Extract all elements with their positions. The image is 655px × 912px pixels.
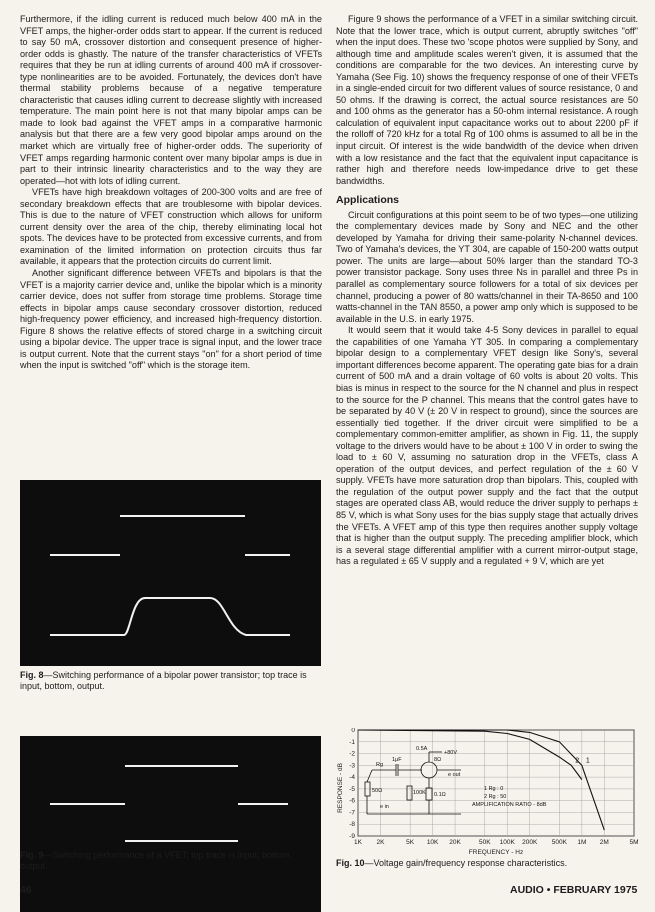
output-trace xyxy=(50,598,290,635)
body-paragraph: Circuit configurations at this point seem to be of two types—one utilizing the complementary devices made by Sony and NEC and the other developed by Yamaha for driving their same-polarity N-channel devices. Two of Yamaha's devices, the YT 304, are capable of 150-200 watts output power. The units are large—about 50% larger than the standard TO-3 power transistor package. Sony uses three Ns in parallel and three Ps in parallel as complementary source followers for a total of six devices per channel, producing a power of 80 watts/channel in their TA-8650 and 100 watts-channel in the TAN 8550, a power amp only which is supposed to be available in the U.S. in early 1975. xyxy=(336,209,638,324)
legend-entry: AMPLIFICATION RATIO - 8dB xyxy=(472,802,547,808)
x-tick-label: 2M xyxy=(599,839,609,846)
x-tick-label: 1K xyxy=(354,839,362,846)
left-column xyxy=(20,14,322,372)
y-tick-label: -1 xyxy=(349,738,355,746)
y-tick-label: -2 xyxy=(349,750,355,758)
x-tick-label: 500K xyxy=(551,839,567,846)
fig9-traces xyxy=(20,736,321,846)
fig10-caption-label: Fig. 10 xyxy=(336,858,365,868)
fig10-chart xyxy=(336,728,638,856)
x-tick-label: 200K xyxy=(522,839,538,846)
y-tick-label: -3 xyxy=(349,762,355,770)
x-tick-label: 50K xyxy=(478,839,491,846)
circuit-drain-label: 8Ω xyxy=(434,757,442,763)
x-tick-label: 5M xyxy=(629,839,638,846)
y-tick-label: -7 xyxy=(349,809,355,817)
page-number: 46 xyxy=(20,884,32,896)
y-tick-label: -8 xyxy=(349,821,355,829)
y-tick-label: 0 xyxy=(351,728,355,734)
circuit-eout-label: e out xyxy=(448,772,461,778)
series-2-line xyxy=(358,730,582,780)
fig8-scope-photo xyxy=(20,480,321,666)
body-paragraph: Figure 9 shows the performance of a VFET in a similar switching circuit. Note that the lower trace, which is output current, abruptly switches "off" when the input does. These two 'scope photos were supplied by Sony, and although time and amplitude scales weren't given, it is assumed that the conditions are comparable for the two devices. An interesting curve by Yamaha (See Fig. 10) shows the frequency response of one of their VFETs in a single-ended circuit for two different values of source resistance, 0 and 50 ohms. If the drawing is correct, the actual source resistances are 50 and 100 ohms as the generator has a 50-ohm internal resistance. A rough calculation of equivalent input capacitance works out to about 2200 pF if the rolloff of 720 kHz for a total Rg of 100 ohms is assumed to all be in the input circuit. Of interest is the wide bandwidth of the device when driven with a low resistance and the fact that the equivalent input capacitance is rather high and therefore needs low-impedance drive to get these bandwidths. xyxy=(336,14,638,186)
x-axis-label: FREQUENCY - Hz xyxy=(468,849,524,856)
circuit-rg-label: Rg xyxy=(376,762,384,768)
legend-entry: 1 Rg : 0 xyxy=(484,786,504,792)
circuit-cap-label: 1μF xyxy=(392,757,402,763)
y-tick-label: -4 xyxy=(349,774,355,782)
series-1-line xyxy=(358,730,604,830)
fig9-caption-text: —Switching performance of a VFET; top trace is input, bottom, output. xyxy=(20,850,293,871)
right-column xyxy=(336,14,638,568)
fig9-caption xyxy=(20,850,320,872)
fig10-plot xyxy=(336,728,638,856)
y-tick-label: -9 xyxy=(349,833,355,840)
series-2-label: 2 xyxy=(575,757,580,765)
legend-entry: 2 Rg : 50 xyxy=(484,794,507,800)
series-1-label: 1 xyxy=(585,757,590,765)
x-tick-label: 20K xyxy=(449,839,461,846)
issue-line: AUDIO • FEBRUARY 1975 xyxy=(510,884,638,896)
fig9-caption-label: Fig. 9 xyxy=(20,850,44,860)
y-tick-label: -5 xyxy=(349,785,355,793)
y-tick-label: -6 xyxy=(349,797,355,805)
plot-frame xyxy=(358,730,634,836)
body-paragraph: Another significant difference between VFETs and bipolars is that the VFET is a majority carrier device and, unlike the bipolar which is a minority carrier device, does not suffer from storage time problems. Storage time effects in bipolar amps cause secondary crossover distortion, reduced high-frequency power efficiency, and increased high-frequency distortion. Figure 8 shows the relative effects of stored charge in a switching circuit using a bipolar device. The upper trace is signal input, and the lower trace is output current. Note that the current stays "on" for a short period of time when the input is switched "off" which is the storage item. xyxy=(20,268,322,371)
x-tick-label: 5K xyxy=(406,839,415,846)
fig10-caption xyxy=(336,858,636,869)
fig10-caption-text: —Voltage gain/frequency response characteristics. xyxy=(364,858,568,868)
body-paragraph: It would seem that it would take 4-5 Sony devices in parallel to equal the capabilities of one Yamaha YT 305. In comparing a complementary bipolar design to a complementary VFET design like Sony's, several important differences become apparent. The operating gate bias for a drain current of 500 mA and a drain voltage of 60 volts is about 20 volts. This bias is minus in respect to the source for the N channel and plus in respect to the source for the P channel. This means that the control gates have to be separated by 40 V (± 20 V in respect to ground), since the sources are essentially tied together. If the driver circuit were simplified to be a complementary common-emitter amplifier, as shown in Fig. 11, the supply voltage to the drivers would have to be about ± 100 V in order to swing the load to ± 60 V, assuming no saturation drop in the VFETs, class A operation of the output devices, and perfect regulation of the ± 60 V supply. VFETs have more saturation drop than bipolars. This, coupled with the regulation of the output power supply and the fact that the output stages are operated class AB, would reduce the driver supply to perhaps ± 85 V, which is what Sony uses for the bias supply stage that actually drives the VFETs. A VFET amp of this type then requires another supply voltage that is higher than the output supply. The preceding amplifier block, which is a several stage differential amplifier with a current mirror-output stage, has a regulated ± 65 V supply and a regulated + 9 V, which are yet xyxy=(336,325,638,567)
fig8-caption-label: Fig. 8 xyxy=(20,670,44,680)
x-tick-label: 2K xyxy=(376,839,385,846)
x-tick-label: 1M xyxy=(577,839,587,846)
fig8-caption-text: —Switching performance of a bipolar power transistor; top trace is input, bottom, output. xyxy=(20,670,307,691)
circuit-r100k-label: 100K xyxy=(413,790,426,796)
x-tick-label: 100K xyxy=(499,839,515,846)
fig8-caption xyxy=(20,670,320,692)
body-paragraph: Furthermore, if the idling current is reduced much below 400 mA in the VFET amps, the higher-order odds start to appear. If the current is reduced to say 50 mA, crossover distortion and consequent presence of higher-order odds is ghastly. The nature of the transfer characteristics of VFETs requires that they be run at idling currents of around 400 mA if crossover-type nonlinearities are to be avoided. Fortunately, the devices don't have thermal stability problems because of a negative temperature characteristic that causes idling current to decrease slightly with increased temperature. The main point here is not that many bipolar amps can be made to look bad against the VFET amps in a comparative harmonic analysis but that there are a few very good bipolar amps around on the market which are virtually free of higher-order odds. The superiority of VFET amps regarding harmonic content over many bipolar amps is due in part to their intrinsic linearity characteristics and to the way they are operated—hot with lots of idling current. xyxy=(20,14,322,186)
circuit-supply-label: +80V xyxy=(444,750,457,756)
circuit-current-label: 0.5A xyxy=(416,746,428,752)
x-tick-label: 10K xyxy=(426,839,439,846)
circuit-r01-label: 0.1Ω xyxy=(434,792,446,798)
body-paragraph: VFETs have high breakdown voltages of 200-300 volts and are free of secondary breakdown effects that are troublesome with bipolar devices. This is due to the nature of VFET construction which allows for uniform current density over the area of the chip, thereby eliminating local hot spots. The devices have to be protected from excessive currents, and from examination of the limited information on protection circuits thus far available, it appears that the protection circuits do current limit. xyxy=(20,187,322,267)
circuit-r50-label: 50Ω xyxy=(372,788,383,794)
circuit-ein-label: e in xyxy=(380,804,389,810)
fig8-traces xyxy=(20,480,321,666)
y-axis-label: RESPONSE - dB xyxy=(337,763,344,813)
fig9-scope-photo xyxy=(20,736,321,912)
section-heading: Applications xyxy=(336,194,400,207)
